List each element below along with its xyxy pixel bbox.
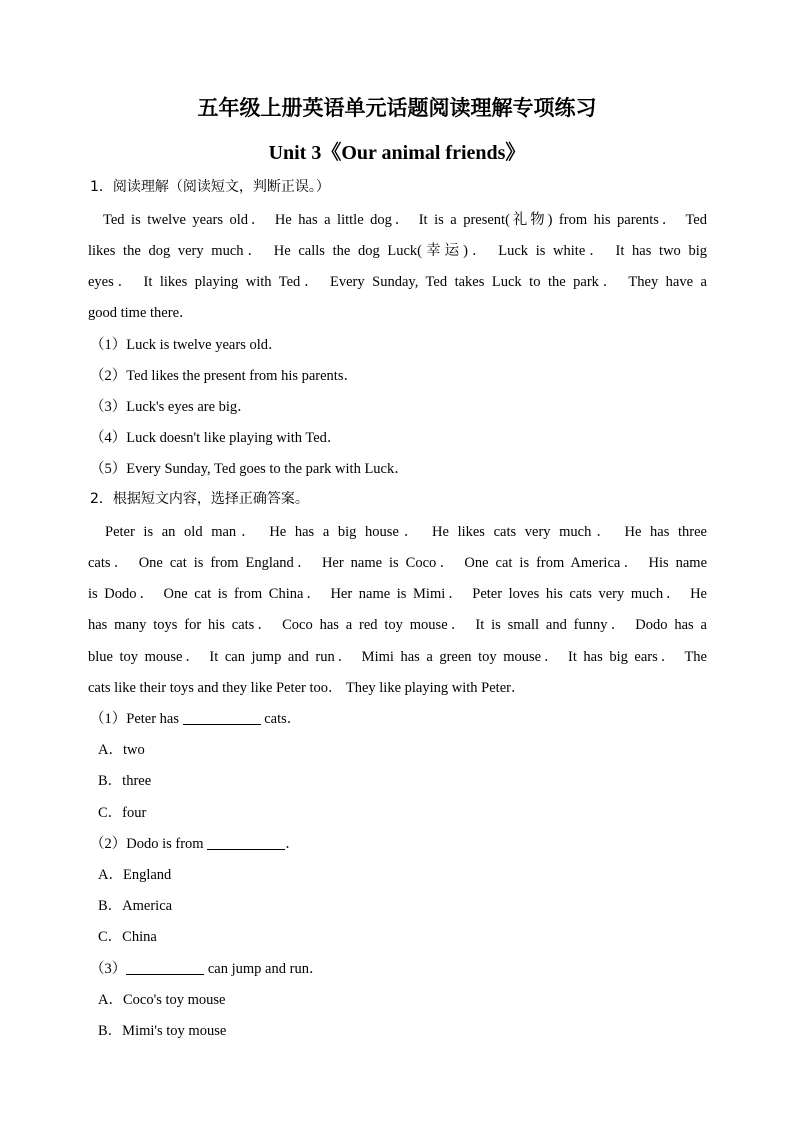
page-subtitle: Unit 3《Our animal friends》 — [268, 142, 526, 164]
section2-question-2 — [90, 832, 300, 853]
section1-question-5: （5）Every Sunday, Ted goes to the park with Luck． — [90, 461, 409, 477]
section1-passage-line-3: eyes． It likes playing with Ted． Every Sunday, Ted takes Luck to the park． They have a — [88, 274, 707, 290]
section1-question-1: （1）Luck is twelve years old． — [90, 337, 283, 353]
section1-question-4: （4）Luck doesn't like playing with Ted． — [90, 430, 342, 446]
section2-question-3 — [90, 957, 323, 978]
section2-passage-line-6: cats like their toys and they like Peter too． They like playing with Peter． — [88, 680, 526, 696]
section2-question-1 — [90, 707, 301, 728]
option-b: B．three — [98, 773, 152, 789]
answer-blank[interactable] — [183, 710, 261, 725]
option-b: B．Mimi's toy mouse — [98, 1023, 227, 1039]
option-a: A．England — [98, 867, 172, 883]
option-c: C．four — [98, 805, 147, 821]
option-c: C．China — [98, 929, 157, 945]
section2-passage-line-2: cats． One cat is from England． Her name is Coco． One cat is from America． His name — [88, 555, 707, 571]
section1-question-3: （3）Luck's eyes are big． — [90, 399, 252, 415]
section2-passage-line-3: is Dodo． One cat is from China． Her name is Mimi． Peter loves his cats very much． He — [88, 586, 707, 602]
section1-passage-line-1: Ted is twelve years old． He has a little dog． It is a present(礼物) from his parents． Ted — [103, 212, 707, 228]
section2-passage-line-5: blue toy mouse． It can jump and run． Mimi has a green toy mouse． It has big ears． The — [88, 649, 707, 665]
question-text: （3） — [90, 961, 127, 977]
page-title: 五年级上册英语单元话题阅读理解专项练习 — [197, 96, 597, 120]
question-text: cats． — [260, 711, 302, 727]
section1-passage-line-2: likes the dog very much． He calls the dog Luck(幸运)． Luck is white． It has two big — [88, 243, 707, 259]
option-a: A．two — [98, 742, 145, 758]
section2-passage-line-4: has many toys for his cats． Coco has a red toy mouse． It is small and funny． Dodo has a — [88, 617, 707, 633]
answer-blank[interactable] — [126, 960, 204, 975]
section2-heading: 2．根据短文内容，选择正确答案。 — [90, 491, 309, 507]
option-b: B．America — [98, 898, 173, 914]
question-text: （1）Peter has — [90, 711, 183, 727]
section1-heading: 1．阅读理解（阅读短文，判断正误。） — [90, 179, 330, 195]
section1-passage-line-4: good time there． — [88, 305, 194, 321]
section1-question-2: （2）Ted likes the present from his parents． — [90, 368, 358, 384]
answer-blank[interactable] — [207, 835, 285, 850]
option-a: A．Coco's toy mouse — [98, 992, 226, 1008]
question-text: can jump and run． — [204, 961, 324, 977]
section2-passage-line-1: Peter is an old man． He has a big house． He likes cats very much． He has three — [105, 524, 707, 540]
question-text: （2）Dodo is from — [90, 836, 208, 852]
question-text: ． — [285, 836, 300, 852]
